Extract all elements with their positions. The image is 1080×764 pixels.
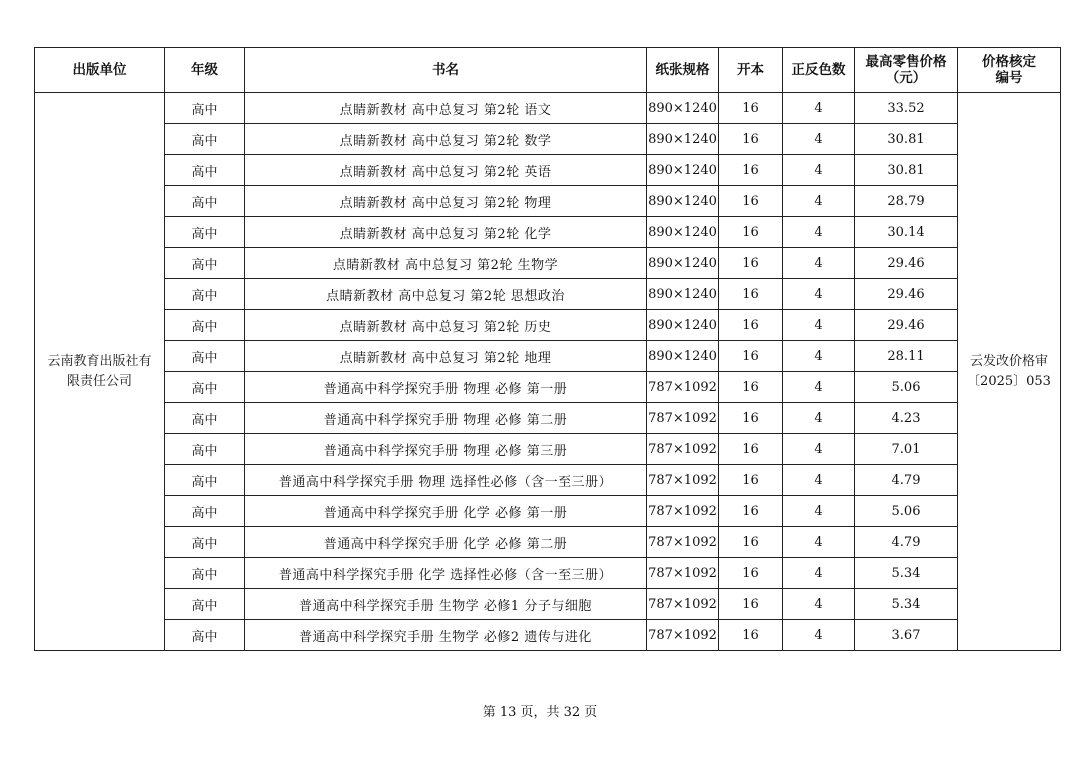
book-title-cell: 普通高中科学探究手册 化学 选择性必修（含一至三册） bbox=[245, 558, 647, 589]
paper-size-cell: 787×1092 bbox=[647, 527, 719, 558]
grade-cell: 高中 bbox=[165, 558, 245, 589]
table-row bbox=[35, 589, 1061, 620]
grade-cell: 高中 bbox=[165, 217, 245, 248]
format-cell: 16 bbox=[719, 403, 783, 434]
price-cell: 4.23 bbox=[855, 403, 958, 434]
paper-size-cell: 787×1092 bbox=[647, 403, 719, 434]
book-title-cell: 普通高中科学探究手册 物理 选择性必修（含一至三册） bbox=[245, 465, 647, 496]
header-row bbox=[35, 48, 1061, 93]
price-cell: 5.34 bbox=[855, 558, 958, 589]
table-row bbox=[35, 465, 1061, 496]
book-title-cell: 点睛新教材 高中总复习 第2轮 化学 bbox=[245, 217, 647, 248]
price-cell: 3.67 bbox=[855, 620, 958, 651]
paper-size-cell: 890×1240 bbox=[647, 248, 719, 279]
paper-size-cell: 890×1240 bbox=[647, 341, 719, 372]
header-format: 开本 bbox=[719, 48, 783, 93]
approval-number-cell: 云发改价格审 〔2025〕053 bbox=[958, 93, 1061, 651]
format-cell: 16 bbox=[719, 279, 783, 310]
table-body bbox=[35, 93, 1061, 651]
format-cell: 16 bbox=[719, 372, 783, 403]
colors-cell: 4 bbox=[783, 93, 855, 124]
paper-size-cell: 787×1092 bbox=[647, 465, 719, 496]
book-title-cell: 普通高中科学探究手册 物理 必修 第一册 bbox=[245, 372, 647, 403]
table-row bbox=[35, 248, 1061, 279]
book-title-cell: 点睛新教材 高中总复习 第2轮 物理 bbox=[245, 186, 647, 217]
format-cell: 16 bbox=[719, 93, 783, 124]
grade-cell: 高中 bbox=[165, 93, 245, 124]
format-cell: 16 bbox=[719, 310, 783, 341]
table-row bbox=[35, 434, 1061, 465]
price-cell: 5.06 bbox=[855, 496, 958, 527]
table-row bbox=[35, 341, 1061, 372]
grade-cell: 高中 bbox=[165, 248, 245, 279]
publisher-cell: 云南教育出版社有 限责任公司 bbox=[35, 93, 165, 651]
grade-cell: 高中 bbox=[165, 186, 245, 217]
grade-cell: 高中 bbox=[165, 124, 245, 155]
format-cell: 16 bbox=[719, 124, 783, 155]
colors-cell: 4 bbox=[783, 248, 855, 279]
book-title-cell: 点睛新教材 高中总复习 第2轮 数学 bbox=[245, 124, 647, 155]
grade-cell: 高中 bbox=[165, 527, 245, 558]
price-cell: 30.81 bbox=[855, 155, 958, 186]
paper-size-cell: 787×1092 bbox=[647, 620, 719, 651]
paper-size-cell: 787×1092 bbox=[647, 372, 719, 403]
format-cell: 16 bbox=[719, 248, 783, 279]
grade-cell: 高中 bbox=[165, 310, 245, 341]
price-cell: 30.14 bbox=[855, 217, 958, 248]
paper-size-cell: 890×1240 bbox=[647, 124, 719, 155]
book-title-cell: 点睛新教材 高中总复习 第2轮 地理 bbox=[245, 341, 647, 372]
price-table bbox=[34, 47, 1061, 651]
colors-cell: 4 bbox=[783, 341, 855, 372]
book-title-cell: 点睛新教材 高中总复习 第2轮 历史 bbox=[245, 310, 647, 341]
grade-cell: 高中 bbox=[165, 434, 245, 465]
table-row bbox=[35, 403, 1061, 434]
paper-size-cell: 890×1240 bbox=[647, 155, 719, 186]
paper-size-cell: 787×1092 bbox=[647, 496, 719, 527]
grade-cell: 高中 bbox=[165, 155, 245, 186]
format-cell: 16 bbox=[719, 558, 783, 589]
price-cell: 7.01 bbox=[855, 434, 958, 465]
format-cell: 16 bbox=[719, 620, 783, 651]
price-cell: 4.79 bbox=[855, 465, 958, 496]
price-cell: 29.46 bbox=[855, 310, 958, 341]
price-cell: 5.06 bbox=[855, 372, 958, 403]
price-cell: 29.46 bbox=[855, 248, 958, 279]
table-row bbox=[35, 496, 1061, 527]
paper-size-cell: 890×1240 bbox=[647, 93, 719, 124]
book-title-cell: 普通高中科学探究手册 化学 必修 第一册 bbox=[245, 496, 647, 527]
colors-cell: 4 bbox=[783, 620, 855, 651]
book-title-cell: 普通高中科学探究手册 生物学 必修2 遗传与进化 bbox=[245, 620, 647, 651]
grade-cell: 高中 bbox=[165, 403, 245, 434]
table-row bbox=[35, 372, 1061, 403]
price-cell: 5.34 bbox=[855, 589, 958, 620]
grade-cell: 高中 bbox=[165, 341, 245, 372]
price-table-container bbox=[34, 47, 1060, 651]
grade-cell: 高中 bbox=[165, 279, 245, 310]
price-cell: 30.81 bbox=[855, 124, 958, 155]
grade-cell: 高中 bbox=[165, 589, 245, 620]
table-row bbox=[35, 310, 1061, 341]
book-title-cell: 普通高中科学探究手册 化学 必修 第二册 bbox=[245, 527, 647, 558]
colors-cell: 4 bbox=[783, 372, 855, 403]
colors-cell: 4 bbox=[783, 403, 855, 434]
header-paper-size: 纸张规格 bbox=[647, 48, 719, 93]
format-cell: 16 bbox=[719, 589, 783, 620]
table-row bbox=[35, 93, 1061, 124]
header-publisher: 出版单位 bbox=[35, 48, 165, 93]
colors-cell: 4 bbox=[783, 217, 855, 248]
table-row bbox=[35, 155, 1061, 186]
colors-cell: 4 bbox=[783, 155, 855, 186]
price-cell: 28.79 bbox=[855, 186, 958, 217]
grade-cell: 高中 bbox=[165, 620, 245, 651]
table-row bbox=[35, 124, 1061, 155]
paper-size-cell: 890×1240 bbox=[647, 310, 719, 341]
paper-size-cell: 787×1092 bbox=[647, 434, 719, 465]
format-cell: 16 bbox=[719, 155, 783, 186]
format-cell: 16 bbox=[719, 341, 783, 372]
header-approval: 价格核定 编号 bbox=[958, 48, 1061, 93]
grade-cell: 高中 bbox=[165, 465, 245, 496]
header-grade: 年级 bbox=[165, 48, 245, 93]
price-cell: 29.46 bbox=[855, 279, 958, 310]
colors-cell: 4 bbox=[783, 279, 855, 310]
book-title-cell: 普通高中科学探究手册 生物学 必修1 分子与细胞 bbox=[245, 589, 647, 620]
book-title-cell: 点睛新教材 高中总复习 第2轮 语文 bbox=[245, 93, 647, 124]
price-cell: 4.79 bbox=[855, 527, 958, 558]
colors-cell: 4 bbox=[783, 434, 855, 465]
book-title-cell: 点睛新教材 高中总复习 第2轮 英语 bbox=[245, 155, 647, 186]
colors-cell: 4 bbox=[783, 589, 855, 620]
paper-size-cell: 787×1092 bbox=[647, 589, 719, 620]
colors-cell: 4 bbox=[783, 496, 855, 527]
table-row bbox=[35, 620, 1061, 651]
paper-size-cell: 890×1240 bbox=[647, 279, 719, 310]
table-row bbox=[35, 527, 1061, 558]
colors-cell: 4 bbox=[783, 310, 855, 341]
format-cell: 16 bbox=[719, 186, 783, 217]
table-row bbox=[35, 558, 1061, 589]
colors-cell: 4 bbox=[783, 465, 855, 496]
book-title-cell: 点睛新教材 高中总复习 第2轮 生物学 bbox=[245, 248, 647, 279]
format-cell: 16 bbox=[719, 434, 783, 465]
table-row bbox=[35, 279, 1061, 310]
paper-size-cell: 890×1240 bbox=[647, 186, 719, 217]
colors-cell: 4 bbox=[783, 124, 855, 155]
format-cell: 16 bbox=[719, 465, 783, 496]
colors-cell: 4 bbox=[783, 186, 855, 217]
header-colors: 正反色数 bbox=[783, 48, 855, 93]
table-row bbox=[35, 217, 1061, 248]
book-title-cell: 点睛新教材 高中总复习 第2轮 思想政治 bbox=[245, 279, 647, 310]
table-row bbox=[35, 186, 1061, 217]
price-cell: 28.11 bbox=[855, 341, 958, 372]
format-cell: 16 bbox=[719, 217, 783, 248]
book-title-cell: 普通高中科学探究手册 物理 必修 第三册 bbox=[245, 434, 647, 465]
paper-size-cell: 787×1092 bbox=[647, 558, 719, 589]
header-price: 最高零售价格 （元） bbox=[855, 48, 958, 93]
format-cell: 16 bbox=[719, 496, 783, 527]
page-number: 第 13 页，共 32 页 bbox=[482, 705, 598, 720]
price-cell: 33.52 bbox=[855, 93, 958, 124]
paper-size-cell: 890×1240 bbox=[647, 217, 719, 248]
book-title-cell: 普通高中科学探究手册 物理 必修 第二册 bbox=[245, 403, 647, 434]
colors-cell: 4 bbox=[783, 527, 855, 558]
grade-cell: 高中 bbox=[165, 372, 245, 403]
colors-cell: 4 bbox=[783, 558, 855, 589]
format-cell: 16 bbox=[719, 527, 783, 558]
header-title: 书名 bbox=[245, 48, 647, 93]
grade-cell: 高中 bbox=[165, 496, 245, 527]
